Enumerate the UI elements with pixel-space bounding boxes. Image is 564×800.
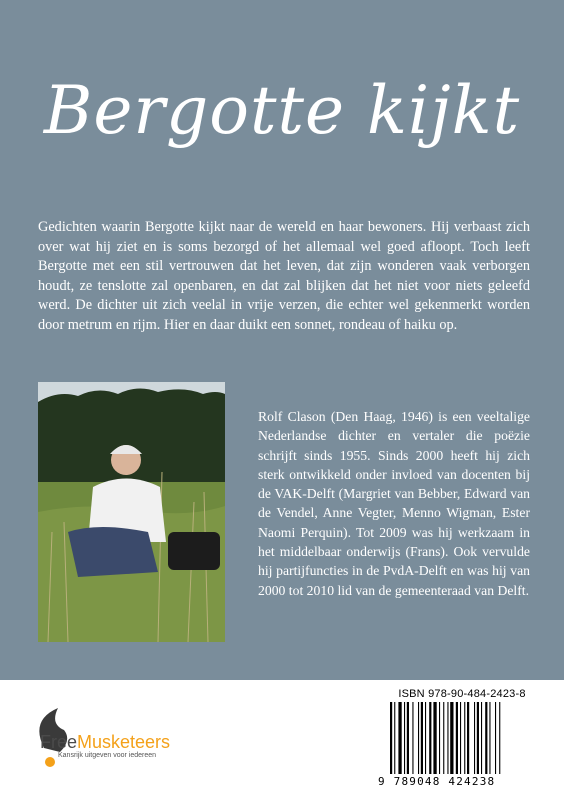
barcode-digits: 9 789048 424238 — [378, 775, 496, 788]
barcode-icon — [388, 702, 536, 782]
publisher-tagline: Kansrijk uitgeven voor iedereen — [58, 752, 157, 759]
publisher-name — [40, 732, 170, 753]
author-photo — [38, 382, 225, 642]
book-title: Bergotte kijkt — [43, 72, 521, 149]
book-blurb: Gedichten waarin Bergotte kijkt naar de wereld en haar bewoners. Hij verbaast zich over wat hij ziet en is soms bezorgd of het allemaal wel goed afloopt. Toch leeft Bergotte met een stil vertrouwen dat het leven, dat zijn wonderen vaak verborgen houdt, ze tenslotte zal openbaren, en dat zal blijken dat het niet voor niets geleefd werd. De dichter uit zich veelal in vrije verzen, die echter wel gekenmerkt worden door metrum en rijm. Hier en daar duikt een sonnet, rondeau of haiku op. — [38, 219, 530, 333]
publisher-name-free: Free — [40, 732, 78, 752]
publisher-name-musketeers: Musketeers — [77, 732, 171, 752]
isbn-label: ISBN 978-90-484-2423-8 — [398, 688, 526, 700]
author-bio: Rolf Clason (Den Haag, 1946) is een veeltalige Nederlandse dichter en vertaler die poëzie schrijft sinds 1955. Sinds 2000 heeft hij zich sterk ontwikkeld onder invloed van docenten bij de VAK-Delft (Margriet van Bebber, Edward van de Vendel, Anne Vegter, Menno Wigman, Ester Naomi Perquin). Tot 2009 was hij werkzaam in het middelbaar onderwijs (Frans). Ook vervulde hij partijfuncties in de PvdA-Delft en was hij van 2000 tot 2010 lid van de gemeenteraad van Delft. — [258, 409, 530, 598]
